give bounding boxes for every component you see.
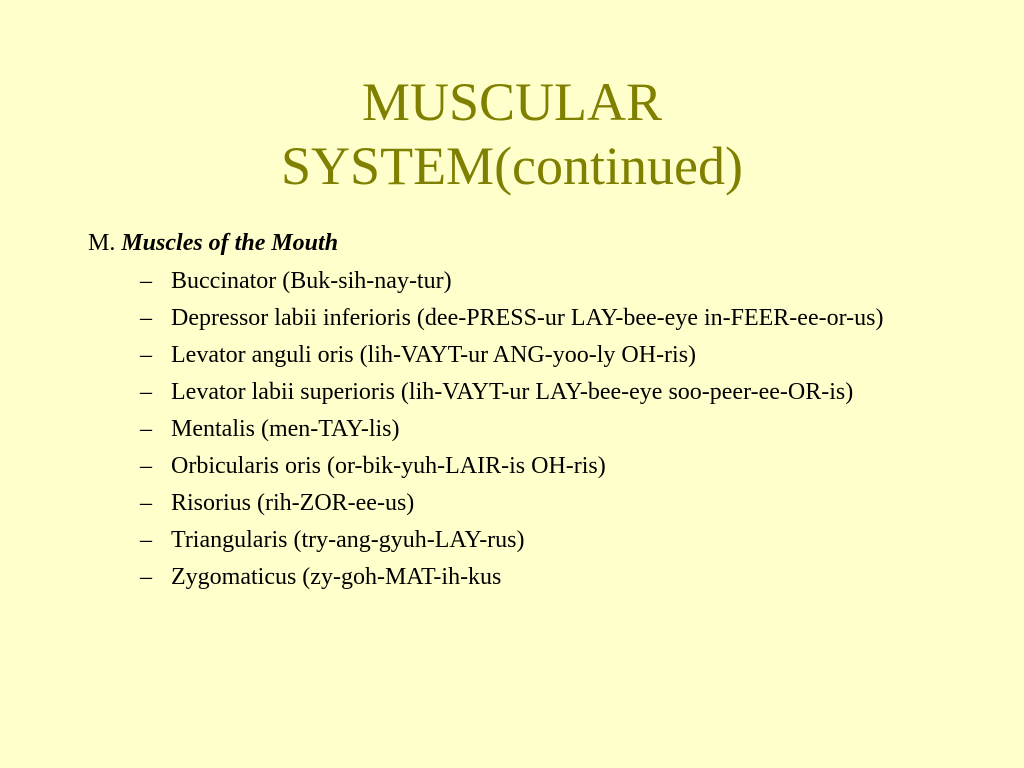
list-item-text: Levator anguli oris (lih-VAYT-ur ANG-yoo-ly OH-ris) [171,342,697,368]
dash-bullet: – [140,342,152,368]
list-item-text: Zygomaticus (zy-goh-MAT-ih-kus [171,564,502,590]
list-item [140,562,940,592]
slide-title [0,70,1024,198]
dash-bullet: – [140,490,152,516]
dash-bullet: – [140,453,152,479]
section-marker: M. [88,230,116,256]
muscle-list [140,266,940,599]
list-item-text: Risorius (rih-ZOR-ee-us) [171,490,415,516]
dash-bullet: – [140,416,152,442]
list-item-text: Triangularis (try-ang-gyuh-LAY-rus) [171,527,525,553]
list-item-text: Levator labii superioris (lih-VAYT-ur LAY-bee-eye soo-peer-ee-OR-is) [171,379,854,405]
dash-bullet: – [140,527,152,553]
dash-bullet: – [140,305,152,331]
list-item [140,525,940,555]
list-item-text: Mentalis (men-TAY-lis) [171,416,400,442]
list-item [140,414,940,444]
title-line-1: MUSCULAR [361,72,663,132]
dash-bullet: – [140,379,152,405]
list-item [140,488,940,518]
dash-bullet: – [140,268,152,294]
list-item-text: Depressor labii inferioris (dee-PRESS-ur LAY-bee-eye in-FEER-ee-or-us) [171,305,884,331]
section-heading-text: Muscles of the Mouth [121,230,339,256]
list-item [140,340,940,370]
list-item-text: Orbicularis oris (or-bik-yuh-LAIR-is OH-ris) [171,453,606,479]
list-item-text: Buccinator (Buk-sih-nay-tur) [171,268,452,294]
title-line-2: SYSTEM(continued) [281,136,743,196]
list-item [140,266,940,296]
list-item [140,377,940,407]
section-heading [88,228,338,258]
list-item [140,451,940,481]
dash-bullet: – [140,564,152,590]
list-item [140,303,940,333]
